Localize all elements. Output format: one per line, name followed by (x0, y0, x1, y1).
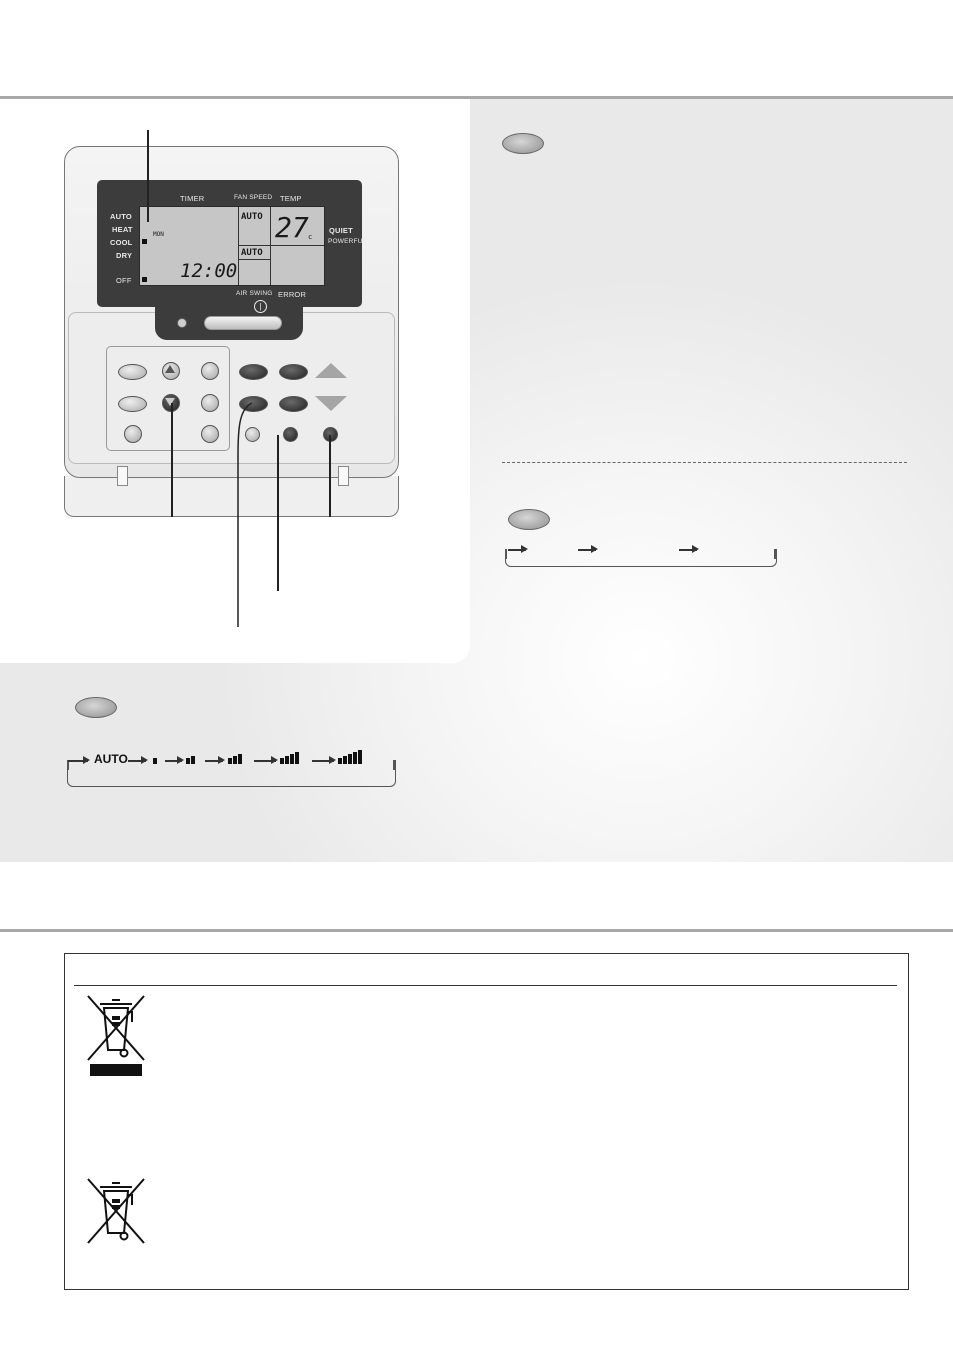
lcd-divider-v2 (270, 207, 271, 285)
button-round-2[interactable] (201, 362, 219, 380)
lcd-divider-h (238, 245, 324, 246)
fan-level-bar (233, 756, 237, 764)
label-quiet: QUIET (329, 226, 353, 235)
label-mode-cool: COOL (110, 238, 133, 247)
fan-level-bar (153, 758, 157, 764)
fan-level-bar (280, 758, 284, 764)
button-round-3[interactable] (201, 394, 219, 412)
label-fan-speed: FAN SPEED (234, 194, 273, 201)
fan-level-bar (228, 758, 232, 764)
button-round-4[interactable] (201, 425, 219, 443)
power-button[interactable] (204, 316, 282, 330)
fan-level-1-icon (153, 750, 157, 764)
label-off: OFF (116, 276, 132, 285)
lcd-mode-indicator (142, 239, 147, 244)
quiet-powerful-button[interactable] (279, 396, 308, 412)
fan-arrow-1 (128, 760, 146, 762)
button-round-1[interactable] (124, 425, 142, 443)
bottom-section-rule (0, 929, 953, 932)
fan-arrow-5 (312, 760, 334, 762)
callout-leader-timer (171, 403, 173, 517)
fan-level-bar (191, 756, 195, 764)
lcd-temp-unit: c (308, 233, 313, 241)
fan-cycle-frame-right (393, 760, 395, 770)
lcd-time: 12:00 (180, 260, 238, 282)
fan-speed-auto-label: AUTO (94, 752, 128, 766)
fan-level-2-icon (186, 750, 195, 764)
air-swing-cycle-frame (505, 549, 777, 567)
lcd-day: MON (153, 231, 164, 238)
cycle-arrow-3 (679, 549, 697, 551)
fan-level-bar (358, 750, 362, 764)
label-mode-auto: AUTO (110, 212, 132, 221)
timer-up-icon (165, 365, 175, 373)
label-powerful: POWERFUL (328, 238, 367, 245)
lcd-swing-mode: AUTO (241, 248, 263, 258)
lcd-display (139, 206, 325, 286)
disposal-info-box (64, 953, 909, 1290)
fan-level-5-icon (338, 750, 362, 764)
cycle-arrow-2 (578, 549, 596, 551)
label-air-swing: AIR SWING (236, 290, 273, 297)
timer-down-icon (165, 398, 175, 406)
fan-speed-button[interactable] (279, 364, 308, 380)
callout-leader-middle (277, 435, 279, 591)
cycle-arrow-1 (508, 549, 526, 551)
fan-cycle-frame-left (67, 760, 69, 770)
cycle-frame-left (505, 549, 507, 559)
lcd-divider-h2 (238, 259, 271, 260)
button-oval-1[interactable] (118, 364, 147, 380)
label-mode-heat: HEAT (112, 225, 133, 234)
label-error: ERROR (278, 290, 307, 299)
cover-clip-left (117, 466, 128, 486)
air-swing-button-icon (508, 509, 550, 530)
button-oval-2[interactable] (118, 396, 147, 412)
button-small-2[interactable] (283, 427, 298, 442)
power-icon: | (254, 300, 267, 313)
callout-leader-right (329, 435, 331, 517)
fan-arrow-0 (68, 760, 88, 762)
fan-arrow-3 (205, 760, 223, 762)
disposal-header-rule (74, 985, 897, 986)
lcd-off-indicator (142, 277, 147, 282)
fan-level-bar (353, 752, 357, 764)
callout-leader-swing (230, 395, 260, 630)
fan-speed-button-icon (75, 697, 117, 718)
fan-level-bar (343, 756, 347, 764)
lcd-divider-v1 (238, 207, 239, 285)
fan-level-bar (338, 758, 342, 764)
button-small-3[interactable] (323, 427, 338, 442)
fan-level-bar (285, 756, 289, 764)
callout-leader-display (147, 130, 149, 222)
crossed-out-wheelie-bin-with-bar-icon (84, 992, 148, 1078)
status-led (177, 318, 187, 328)
fan-level-3-icon (228, 750, 242, 764)
temp-up-button[interactable] (315, 363, 347, 378)
fan-arrow-4 (254, 760, 276, 762)
fan-level-bar (186, 758, 190, 764)
label-temp: TEMP (280, 194, 302, 203)
cover-clip-right (338, 466, 349, 486)
fan-arrow-2 (165, 760, 182, 762)
fan-level-bar (295, 752, 299, 764)
temp-down-button[interactable] (315, 396, 347, 411)
lcd-temperature: 27 (275, 211, 309, 244)
fan-level-bar (238, 754, 242, 764)
fan-level-bar (290, 754, 294, 764)
mode-button[interactable] (239, 364, 268, 380)
lcd-fan-mode: AUTO (241, 212, 263, 222)
label-timer: TIMER (180, 194, 205, 203)
cycle-frame-right (774, 549, 776, 559)
fan-level-4-icon (280, 750, 299, 764)
fan-level-bar (348, 754, 352, 764)
label-mode-dry: DRY (116, 251, 133, 260)
mode-button-icon (502, 133, 544, 154)
section-divider (502, 462, 907, 463)
crossed-out-wheelie-bin-icon (84, 1175, 148, 1245)
